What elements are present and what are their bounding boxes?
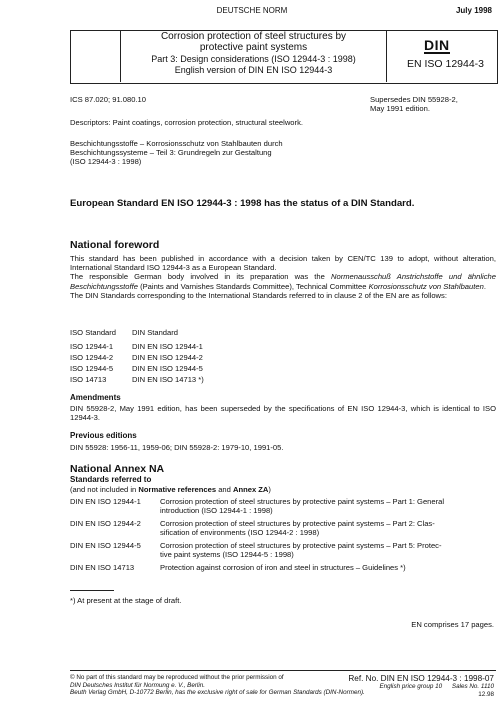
foreword-para-2-end: . [483, 281, 486, 291]
supersedes-line-1: Supersedes DIN 55928-2, [370, 95, 458, 104]
table-row-din: DIN EN ISO 12944-1 [132, 342, 203, 351]
date-code: 12.98 [478, 690, 494, 698]
copyright-notice [70, 674, 365, 697]
descriptors: Descriptors: Paint coatings, corrosion protection, structural steelwork. [70, 118, 303, 127]
previous-editions-heading: Previous editions [70, 431, 137, 440]
din-logo: DIN [424, 37, 450, 53]
reference-code: DIN EN ISO 12944-2 [70, 519, 141, 528]
amendments-text: DIN 55928-2, May 1991 edition, has been superseded by the specifications of EN ISO 12944-3, which is identical to ISO 12944-3. [70, 404, 496, 423]
sales-number: Sales No. 1110 [451, 683, 494, 690]
foreword-para-2-mid: (Paints and Varnishes Standards Committee), Technical Committee [137, 281, 369, 291]
title-block [120, 31, 387, 75]
status-statement: European Standard EN ISO 12944-3 : 1998 has the status of a DIN Standard. [70, 198, 415, 209]
supersedes-note [370, 95, 458, 113]
title-line-2: protective paint systems [199, 42, 308, 53]
price-sales-line [348, 683, 494, 691]
reference-title-line: Corrosion protection of steel structures by protective paint systems – Part 5: Protec- [160, 541, 442, 550]
german-title [70, 139, 283, 167]
annex-note-mid: and [216, 485, 233, 494]
annex-za-label: Annex ZA [232, 485, 269, 494]
version-line: English version of DIN EN ISO 12944-3 [174, 64, 333, 75]
table-row-iso: ISO 14713 [70, 375, 107, 384]
footer-rule [70, 670, 496, 671]
footnote: *) At present at the stage of draft. [70, 596, 182, 605]
reference-code: DIN EN ISO 12944-5 [70, 541, 141, 550]
table-row-din: DIN EN ISO 12944-2 [132, 353, 203, 362]
german-title-line-3: (ISO 12944-3 : 1998) [70, 157, 142, 167]
normative-references-label: Normative references [138, 485, 217, 494]
title-line-1: Corrosion protection of steel structures by [160, 31, 347, 42]
standard-number: EN ISO 12944-3 [406, 58, 485, 70]
reference-title [160, 541, 496, 559]
reference-title: Protection against corrosion of iron and steel in structures – Guidelines *) [160, 563, 406, 572]
reference-number-block [348, 674, 494, 698]
committee-name-german: Normenausschuß Anstrichstoffe und ähnliche Beschichtungsstoffe [70, 272, 496, 291]
reference-title-line: Corrosion protection of steel structures by protective paint systems – Part 1: General [160, 497, 445, 506]
foreword-para-2-text: The responsible German body involved in its preparation was the [70, 272, 331, 282]
supersedes-line-2: May 1991 edition. [370, 104, 430, 114]
annex-note-end: ) [268, 485, 271, 494]
reference-title-line: sification of environments (ISO 12944-2 : 1998) [160, 528, 320, 538]
annex-subheading: Standards referred to [70, 475, 152, 484]
reference-title-line: introduction (ISO 12944-1 : 1998) [160, 506, 273, 516]
foreword-para-2 [70, 272, 496, 290]
technical-committee-german: Korrosionsschutz von Stahlbauten [368, 281, 484, 291]
reference-title-line: Corrosion protection of steel structures by protective paint systems – Part 2: Clas- [160, 519, 435, 528]
annex-heading: National Annex NA [70, 463, 165, 475]
copyright-line-3: Beuth Verlag GmbH, D-10772 Berlin, has the exclusive right of sale for German Standards (DIN-Normen). [70, 689, 365, 697]
table-header-iso: ISO Standard [70, 328, 117, 337]
national-foreword-body [70, 254, 496, 300]
copyright-line-2: DIN Deutsches Institut für Normung e. V., Berlin. [70, 681, 205, 689]
national-foreword-heading: National foreword [70, 239, 160, 251]
page-count: EN comprises 17 pages. [411, 620, 494, 629]
previous-editions-text: DIN 55928: 1956-11, 1959-06; DIN 55928-2: 1979-10, 1991-05. [70, 443, 284, 452]
german-title-line-2: Beschichtungssysteme – Teil 3: Grundregeln zur Gestaltung [70, 148, 272, 158]
reference-title-line: tive paint systems (ISO 12944-5 : 1998) [160, 550, 294, 560]
table-row-iso: ISO 12944-1 [70, 342, 114, 351]
german-title-line-1: Beschichtungsstoffe – Korrosionsschutz von Stahlbauten durch [70, 139, 283, 148]
annex-note-start: (and not included in [70, 485, 139, 494]
foreword-para-1: This standard has been published in accordance with a decision taken by CEN/TC 139 to adopt, without alteration, International Standard ISO 12944-3 as a European Standard. [70, 254, 496, 273]
reference-code: DIN EN ISO 14713 [70, 563, 135, 572]
foreword-para-3: The DIN Standards corresponding to the International Standards referred to in clause 2 of the EN are as follows: [70, 290, 447, 300]
publication-date: July 1998 [455, 6, 492, 15]
reference-code: DIN EN ISO 12944-1 [70, 497, 141, 506]
reference-title [160, 497, 496, 515]
table-row-din: DIN EN ISO 12944-5 [132, 364, 203, 373]
reference-number: Ref. No. DIN EN ISO 12944-3 : 1998-07 [348, 674, 494, 683]
document-type-label: DEUTSCHE NORM [216, 6, 288, 15]
table-header-din: DIN Standard [132, 328, 179, 337]
price-group: English price group 10 [379, 683, 443, 690]
table-row-din: DIN EN ISO 14713 *) [132, 375, 204, 384]
table-row-iso: ISO 12944-5 [70, 364, 114, 373]
reference-title [160, 519, 496, 537]
ics-code: ICS 87.020; 91.080.10 [70, 95, 146, 104]
footnote-rule [70, 590, 114, 591]
annex-note [70, 485, 271, 494]
amendments-heading: Amendments [70, 393, 121, 402]
part-line: Part 3: Design considerations (ISO 12944-3 : 1998) [151, 54, 356, 64]
table-row-iso: ISO 12944-2 [70, 353, 114, 362]
copyright-line-1: © No part of this standard may be reproduced without the prior permission of [70, 674, 284, 681]
